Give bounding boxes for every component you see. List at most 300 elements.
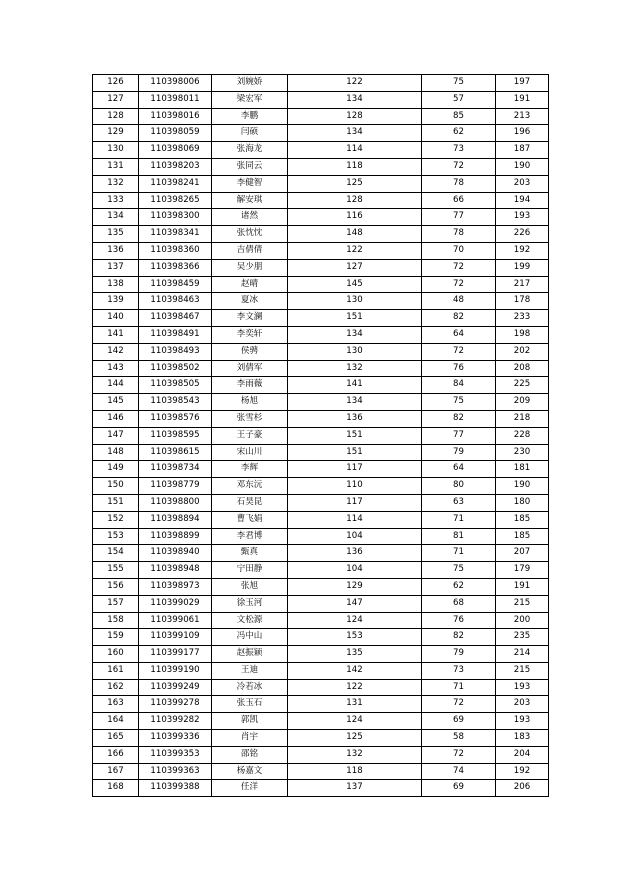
total-cell: 183 xyxy=(496,730,549,747)
score-a-cell: 132 xyxy=(288,746,422,763)
student-id-cell: 110398543 xyxy=(139,394,212,411)
name-cell: 侯骋 xyxy=(212,343,288,360)
student-id-cell: 110398203 xyxy=(139,158,212,175)
row-number-cell: 164 xyxy=(93,713,139,730)
table-row xyxy=(93,108,549,125)
student-id-cell: 110399336 xyxy=(139,730,212,747)
table-row xyxy=(93,696,549,713)
student-id-cell: 110398241 xyxy=(139,175,212,192)
total-cell: 203 xyxy=(496,175,549,192)
total-cell: 230 xyxy=(496,444,549,461)
row-number-cell: 153 xyxy=(93,528,139,545)
total-cell: 204 xyxy=(496,746,549,763)
table-row xyxy=(93,360,549,377)
row-number-cell: 160 xyxy=(93,646,139,663)
total-cell: 193 xyxy=(496,679,549,696)
student-id-cell: 110398006 xyxy=(139,75,212,92)
total-cell: 235 xyxy=(496,629,549,646)
row-number-cell: 158 xyxy=(93,612,139,629)
name-cell: 郭凯 xyxy=(212,713,288,730)
table-row xyxy=(93,511,549,528)
score-a-cell: 137 xyxy=(288,780,422,797)
table-row xyxy=(93,91,549,108)
total-cell: 196 xyxy=(496,125,549,142)
table-row xyxy=(93,746,549,763)
row-number-cell: 140 xyxy=(93,310,139,327)
total-cell: 192 xyxy=(496,242,549,259)
row-number-cell: 167 xyxy=(93,763,139,780)
total-cell: 215 xyxy=(496,662,549,679)
score-b-cell: 78 xyxy=(422,175,496,192)
score-a-cell: 134 xyxy=(288,125,422,142)
score-a-cell: 122 xyxy=(288,75,422,92)
score-b-cell: 58 xyxy=(422,730,496,747)
score-a-cell: 116 xyxy=(288,209,422,226)
score-b-cell: 62 xyxy=(422,578,496,595)
table-row xyxy=(93,377,549,394)
table-row xyxy=(93,125,549,142)
score-b-cell: 76 xyxy=(422,360,496,377)
score-a-cell: 117 xyxy=(288,494,422,511)
table-row xyxy=(93,293,549,310)
score-b-cell: 82 xyxy=(422,629,496,646)
score-a-cell: 136 xyxy=(288,545,422,562)
total-cell: 218 xyxy=(496,410,549,427)
name-cell: 诸然 xyxy=(212,209,288,226)
student-id-cell: 110398576 xyxy=(139,410,212,427)
row-number-cell: 134 xyxy=(93,209,139,226)
row-number-cell: 156 xyxy=(93,578,139,595)
score-b-cell: 72 xyxy=(422,259,496,276)
student-id-cell: 110398360 xyxy=(139,242,212,259)
score-b-cell: 78 xyxy=(422,226,496,243)
total-cell: 178 xyxy=(496,293,549,310)
score-a-cell: 127 xyxy=(288,259,422,276)
score-b-cell: 72 xyxy=(422,343,496,360)
student-id-cell: 110398948 xyxy=(139,562,212,579)
total-cell: 193 xyxy=(496,713,549,730)
student-id-cell: 110398491 xyxy=(139,326,212,343)
score-b-cell: 81 xyxy=(422,528,496,545)
score-b-cell: 69 xyxy=(422,780,496,797)
name-cell: 李辉 xyxy=(212,461,288,478)
score-b-cell: 74 xyxy=(422,763,496,780)
name-cell: 宋山川 xyxy=(212,444,288,461)
total-cell: 197 xyxy=(496,75,549,92)
row-number-cell: 141 xyxy=(93,326,139,343)
student-id-cell: 110398894 xyxy=(139,511,212,528)
table-row xyxy=(93,226,549,243)
name-cell: 徐玉河 xyxy=(212,595,288,612)
score-a-cell: 153 xyxy=(288,629,422,646)
score-b-cell: 71 xyxy=(422,679,496,696)
row-number-cell: 145 xyxy=(93,394,139,411)
table-row xyxy=(93,629,549,646)
student-id-cell: 110398059 xyxy=(139,125,212,142)
name-cell: 李雨薇 xyxy=(212,377,288,394)
table-row xyxy=(93,75,549,92)
score-a-cell: 148 xyxy=(288,226,422,243)
score-a-cell: 135 xyxy=(288,646,422,663)
total-cell: 179 xyxy=(496,562,549,579)
score-b-cell: 85 xyxy=(422,108,496,125)
score-b-cell: 80 xyxy=(422,478,496,495)
name-cell: 张海龙 xyxy=(212,142,288,159)
row-number-cell: 146 xyxy=(93,410,139,427)
name-cell: 甄真 xyxy=(212,545,288,562)
name-cell: 李君博 xyxy=(212,528,288,545)
score-b-cell: 64 xyxy=(422,461,496,478)
student-id-cell: 110399029 xyxy=(139,595,212,612)
name-cell: 吴少朋 xyxy=(212,259,288,276)
name-cell: 张旭 xyxy=(212,578,288,595)
score-a-cell: 118 xyxy=(288,158,422,175)
score-b-cell: 72 xyxy=(422,276,496,293)
row-number-cell: 131 xyxy=(93,158,139,175)
student-id-cell: 110399353 xyxy=(139,746,212,763)
student-id-cell: 110398615 xyxy=(139,444,212,461)
student-id-cell: 110398502 xyxy=(139,360,212,377)
score-b-cell: 71 xyxy=(422,511,496,528)
score-b-cell: 48 xyxy=(422,293,496,310)
total-cell: 233 xyxy=(496,310,549,327)
row-number-cell: 165 xyxy=(93,730,139,747)
student-id-cell: 110398341 xyxy=(139,226,212,243)
name-cell: 任洋 xyxy=(212,780,288,797)
score-a-cell: 134 xyxy=(288,326,422,343)
score-a-cell: 122 xyxy=(288,679,422,696)
table-row xyxy=(93,242,549,259)
table-row xyxy=(93,427,549,444)
row-number-cell: 161 xyxy=(93,662,139,679)
student-id-cell: 110398940 xyxy=(139,545,212,562)
total-cell: 193 xyxy=(496,209,549,226)
score-a-cell: 110 xyxy=(288,478,422,495)
table-row xyxy=(93,209,549,226)
student-id-cell: 110398800 xyxy=(139,494,212,511)
total-cell: 185 xyxy=(496,511,549,528)
score-b-cell: 68 xyxy=(422,595,496,612)
student-id-cell: 110399061 xyxy=(139,612,212,629)
score-b-cell: 63 xyxy=(422,494,496,511)
name-cell: 刘倩军 xyxy=(212,360,288,377)
name-cell: 张雪杉 xyxy=(212,410,288,427)
score-b-cell: 70 xyxy=(422,242,496,259)
row-number-cell: 154 xyxy=(93,545,139,562)
table-row xyxy=(93,444,549,461)
row-number-cell: 155 xyxy=(93,562,139,579)
total-cell: 209 xyxy=(496,394,549,411)
name-cell: 张玉石 xyxy=(212,696,288,713)
name-cell: 李文澜 xyxy=(212,310,288,327)
total-cell: 191 xyxy=(496,578,549,595)
name-cell: 李健智 xyxy=(212,175,288,192)
score-b-cell: 72 xyxy=(422,158,496,175)
score-b-cell: 71 xyxy=(422,545,496,562)
row-number-cell: 152 xyxy=(93,511,139,528)
row-number-cell: 136 xyxy=(93,242,139,259)
student-id-cell: 110398467 xyxy=(139,310,212,327)
name-cell: 邓东沅 xyxy=(212,478,288,495)
score-b-cell: 64 xyxy=(422,326,496,343)
student-id-cell: 110398016 xyxy=(139,108,212,125)
score-b-cell: 72 xyxy=(422,746,496,763)
score-b-cell: 84 xyxy=(422,377,496,394)
row-number-cell: 138 xyxy=(93,276,139,293)
name-cell: 刘婉娇 xyxy=(212,75,288,92)
score-a-cell: 145 xyxy=(288,276,422,293)
score-table xyxy=(92,74,549,797)
table-row xyxy=(93,562,549,579)
name-cell: 李鹏 xyxy=(212,108,288,125)
score-a-cell: 134 xyxy=(288,91,422,108)
total-cell: 203 xyxy=(496,696,549,713)
score-a-cell: 125 xyxy=(288,730,422,747)
score-a-cell: 151 xyxy=(288,444,422,461)
total-cell: 207 xyxy=(496,545,549,562)
name-cell: 赵振颖 xyxy=(212,646,288,663)
table-row xyxy=(93,142,549,159)
score-a-cell: 130 xyxy=(288,343,422,360)
table-row xyxy=(93,595,549,612)
total-cell: 226 xyxy=(496,226,549,243)
name-cell: 肖宇 xyxy=(212,730,288,747)
table-row xyxy=(93,528,549,545)
table-row xyxy=(93,763,549,780)
table-row xyxy=(93,545,549,562)
total-cell: 214 xyxy=(496,646,549,663)
score-b-cell: 77 xyxy=(422,209,496,226)
total-cell: 192 xyxy=(496,763,549,780)
total-cell: 199 xyxy=(496,259,549,276)
student-id-cell: 110398265 xyxy=(139,192,212,209)
score-b-cell: 73 xyxy=(422,662,496,679)
total-cell: 185 xyxy=(496,528,549,545)
row-number-cell: 137 xyxy=(93,259,139,276)
name-cell: 王迪 xyxy=(212,662,288,679)
table-row xyxy=(93,578,549,595)
score-a-cell: 114 xyxy=(288,142,422,159)
score-a-cell: 117 xyxy=(288,461,422,478)
student-id-cell: 110398366 xyxy=(139,259,212,276)
student-id-cell: 110399282 xyxy=(139,713,212,730)
total-cell: 187 xyxy=(496,142,549,159)
row-number-cell: 150 xyxy=(93,478,139,495)
score-b-cell: 62 xyxy=(422,125,496,142)
score-b-cell: 75 xyxy=(422,394,496,411)
total-cell: 225 xyxy=(496,377,549,394)
row-number-cell: 162 xyxy=(93,679,139,696)
score-b-cell: 79 xyxy=(422,444,496,461)
row-number-cell: 139 xyxy=(93,293,139,310)
student-id-cell: 110398505 xyxy=(139,377,212,394)
name-cell: 赵晴 xyxy=(212,276,288,293)
table-row xyxy=(93,478,549,495)
total-cell: 213 xyxy=(496,108,549,125)
table-row xyxy=(93,494,549,511)
score-b-cell: 66 xyxy=(422,192,496,209)
row-number-cell: 144 xyxy=(93,377,139,394)
name-cell: 吉倩倩 xyxy=(212,242,288,259)
score-b-cell: 79 xyxy=(422,646,496,663)
score-a-cell: 141 xyxy=(288,377,422,394)
score-a-cell: 125 xyxy=(288,175,422,192)
student-id-cell: 110398899 xyxy=(139,528,212,545)
score-a-cell: 129 xyxy=(288,578,422,595)
total-cell: 200 xyxy=(496,612,549,629)
table-row xyxy=(93,343,549,360)
table-row xyxy=(93,646,549,663)
score-b-cell: 57 xyxy=(422,91,496,108)
score-a-cell: 128 xyxy=(288,108,422,125)
student-id-cell: 110398069 xyxy=(139,142,212,159)
row-number-cell: 133 xyxy=(93,192,139,209)
name-cell: 张忱忱 xyxy=(212,226,288,243)
student-id-cell: 110398595 xyxy=(139,427,212,444)
student-id-cell: 110399177 xyxy=(139,646,212,663)
row-number-cell: 128 xyxy=(93,108,139,125)
name-cell: 冯中山 xyxy=(212,629,288,646)
score-a-cell: 130 xyxy=(288,293,422,310)
name-cell: 梁宏军 xyxy=(212,91,288,108)
row-number-cell: 126 xyxy=(93,75,139,92)
name-cell: 宁田静 xyxy=(212,562,288,579)
score-a-cell: 142 xyxy=(288,662,422,679)
score-a-cell: 134 xyxy=(288,394,422,411)
score-b-cell: 75 xyxy=(422,75,496,92)
score-a-cell: 104 xyxy=(288,562,422,579)
score-b-cell: 75 xyxy=(422,562,496,579)
row-number-cell: 159 xyxy=(93,629,139,646)
row-number-cell: 143 xyxy=(93,360,139,377)
row-number-cell: 129 xyxy=(93,125,139,142)
student-id-cell: 110399109 xyxy=(139,629,212,646)
score-a-cell: 151 xyxy=(288,310,422,327)
row-number-cell: 166 xyxy=(93,746,139,763)
student-id-cell: 110398463 xyxy=(139,293,212,310)
score-a-cell: 124 xyxy=(288,713,422,730)
table-row xyxy=(93,175,549,192)
student-id-cell: 110398300 xyxy=(139,209,212,226)
row-number-cell: 163 xyxy=(93,696,139,713)
score-a-cell: 128 xyxy=(288,192,422,209)
total-cell: 206 xyxy=(496,780,549,797)
score-b-cell: 69 xyxy=(422,713,496,730)
table-row xyxy=(93,158,549,175)
name-cell: 夏冰 xyxy=(212,293,288,310)
score-b-cell: 73 xyxy=(422,142,496,159)
table-row xyxy=(93,192,549,209)
name-cell: 杨嘉文 xyxy=(212,763,288,780)
row-number-cell: 130 xyxy=(93,142,139,159)
table-row xyxy=(93,461,549,478)
table-row xyxy=(93,326,549,343)
total-cell: 217 xyxy=(496,276,549,293)
name-cell: 解安琪 xyxy=(212,192,288,209)
score-a-cell: 131 xyxy=(288,696,422,713)
score-a-cell: 118 xyxy=(288,763,422,780)
row-number-cell: 135 xyxy=(93,226,139,243)
total-cell: 190 xyxy=(496,158,549,175)
name-cell: 王子豪 xyxy=(212,427,288,444)
score-b-cell: 72 xyxy=(422,696,496,713)
total-cell: 181 xyxy=(496,461,549,478)
row-number-cell: 151 xyxy=(93,494,139,511)
name-cell: 冷若冰 xyxy=(212,679,288,696)
name-cell: 文松源 xyxy=(212,612,288,629)
row-number-cell: 132 xyxy=(93,175,139,192)
table-row xyxy=(93,679,549,696)
table-row xyxy=(93,276,549,293)
student-id-cell: 110399363 xyxy=(139,763,212,780)
row-number-cell: 149 xyxy=(93,461,139,478)
row-number-cell: 142 xyxy=(93,343,139,360)
row-number-cell: 157 xyxy=(93,595,139,612)
student-id-cell: 110398459 xyxy=(139,276,212,293)
student-id-cell: 110398493 xyxy=(139,343,212,360)
total-cell: 198 xyxy=(496,326,549,343)
student-id-cell: 110399278 xyxy=(139,696,212,713)
score-a-cell: 122 xyxy=(288,242,422,259)
table-row xyxy=(93,259,549,276)
name-cell: 张同云 xyxy=(212,158,288,175)
table-row xyxy=(93,662,549,679)
name-cell: 杨旭 xyxy=(212,394,288,411)
total-cell: 191 xyxy=(496,91,549,108)
table-row xyxy=(93,394,549,411)
total-cell: 228 xyxy=(496,427,549,444)
row-number-cell: 168 xyxy=(93,780,139,797)
student-id-cell: 110398734 xyxy=(139,461,212,478)
total-cell: 190 xyxy=(496,478,549,495)
student-id-cell: 110398973 xyxy=(139,578,212,595)
row-number-cell: 148 xyxy=(93,444,139,461)
score-a-cell: 151 xyxy=(288,427,422,444)
total-cell: 194 xyxy=(496,192,549,209)
score-table-body xyxy=(93,75,549,797)
score-a-cell: 132 xyxy=(288,360,422,377)
total-cell: 215 xyxy=(496,595,549,612)
name-cell: 闫硕 xyxy=(212,125,288,142)
total-cell: 180 xyxy=(496,494,549,511)
name-cell: 李奕轩 xyxy=(212,326,288,343)
score-a-cell: 104 xyxy=(288,528,422,545)
score-a-cell: 147 xyxy=(288,595,422,612)
student-id-cell: 110399190 xyxy=(139,662,212,679)
score-a-cell: 136 xyxy=(288,410,422,427)
name-cell: 邵铭 xyxy=(212,746,288,763)
score-b-cell: 82 xyxy=(422,410,496,427)
row-number-cell: 147 xyxy=(93,427,139,444)
student-id-cell: 110398779 xyxy=(139,478,212,495)
table-row xyxy=(93,410,549,427)
total-cell: 208 xyxy=(496,360,549,377)
student-id-cell: 110399388 xyxy=(139,780,212,797)
score-b-cell: 82 xyxy=(422,310,496,327)
score-b-cell: 77 xyxy=(422,427,496,444)
score-b-cell: 76 xyxy=(422,612,496,629)
table-row xyxy=(93,730,549,747)
score-a-cell: 124 xyxy=(288,612,422,629)
total-cell: 202 xyxy=(496,343,549,360)
student-id-cell: 110399249 xyxy=(139,679,212,696)
table-row xyxy=(93,713,549,730)
row-number-cell: 127 xyxy=(93,91,139,108)
table-row xyxy=(93,310,549,327)
name-cell: 石昊昆 xyxy=(212,494,288,511)
table-row xyxy=(93,612,549,629)
table-row xyxy=(93,780,549,797)
